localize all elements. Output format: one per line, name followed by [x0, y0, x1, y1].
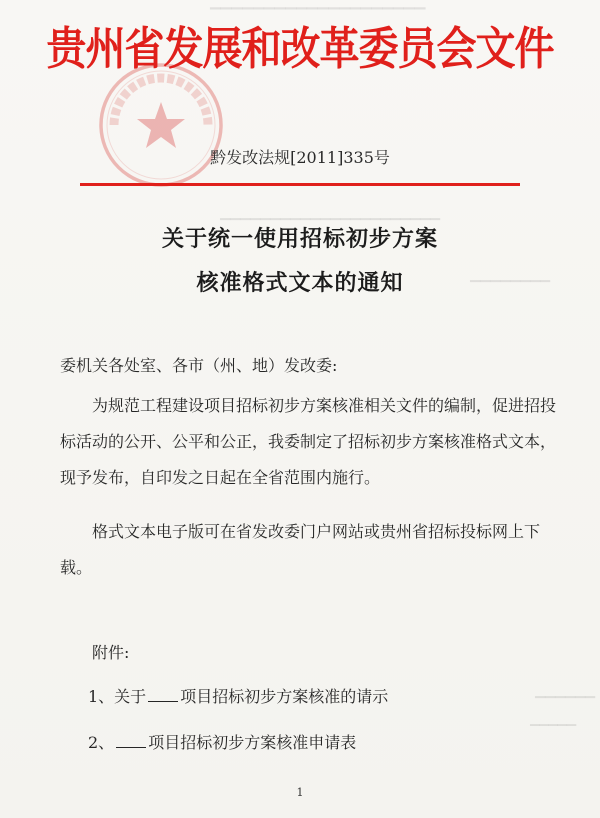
attachments-label: 附件:	[92, 643, 130, 662]
bleed-through-mark: ▁▁▁▁▁▁▁▁	[470, 268, 550, 283]
bleed-through-mark: ▁▁▁▁▁▁▁▁▁▁▁▁▁▁▁▁▁▁▁▁▁▁	[220, 206, 440, 221]
organization-header: 贵州省发展和改革委员会文件	[46, 22, 554, 76]
fill-in-blank	[148, 687, 178, 702]
attachment-item-1	[88, 684, 388, 707]
attachment-item-1-suffix: 项目招标初步方案核准的请示	[180, 687, 389, 706]
document-title-line-2: 核准格式文本的通知	[196, 270, 404, 296]
document-title-line-1: 关于统一使用招标初步方案	[161, 226, 438, 252]
attachment-item-2-suffix: 项目招标初步方案核准申请表	[148, 733, 357, 752]
bleed-through-mark: ▁▁▁▁▁▁▁▁▁▁▁▁▁▁▁▁▁▁▁▁	[210, 0, 426, 10]
attachment-item-2	[88, 730, 356, 753]
bleed-through-mark: ▁▁▁▁▁▁	[535, 684, 595, 699]
bleed-through-mark: ▁▁▁▁▁	[530, 712, 577, 726]
attachment-item-1-prefix: 1、关于	[88, 687, 147, 706]
body-paragraph-1: 为规范工程建设项目招标初步方案核准相关文件的编制，促进招投标活动的公开、公平和公正，我委制定了招标初步方案核准格式文本，现予发布，自印发之日起在全省范围内施行。	[60, 396, 557, 487]
document-number: 黔发改法规[2011]335号	[210, 148, 390, 167]
page-number: 1	[296, 786, 304, 799]
fill-in-blank	[116, 733, 146, 748]
body-paragraph-2: 格式文本电子版可在省发改委门户网站或贵州省招标投标网上下载。	[60, 522, 541, 577]
attachment-item-2-prefix: 2、	[88, 733, 115, 752]
salutation: 委机关各处室、各市（州、地）发改委:	[60, 356, 338, 375]
header-divider	[80, 183, 520, 186]
